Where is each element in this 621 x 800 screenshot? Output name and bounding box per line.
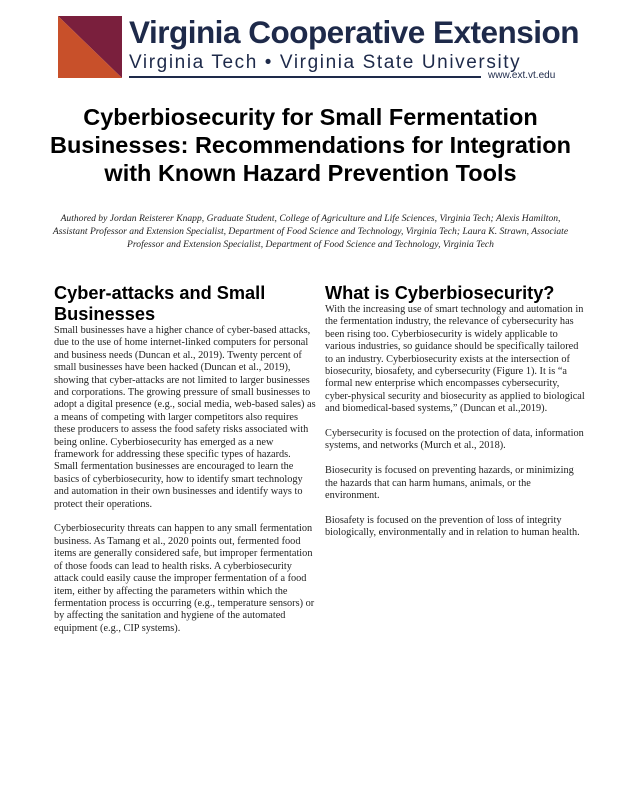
section-heading-what-is-cyberbiosecurity: What is Cyberbiosecurity? <box>325 283 555 303</box>
paragraph: Biosecurity is focused on preventing hazards, or minimizing the hazards that can harm humans, animals, or the environment. <box>325 465 574 502</box>
org-subtitle: Virginia Tech • Virginia State University <box>129 52 522 73</box>
paragraph: Small businesses have a higher chance of cyber-based attacks, due to the use of home internet-linked computers for personal and business needs (Duncan et al., 2019). Twenty percent of small businesses have been hacked (Duncan et al., 2019), showing that cyber-attacks are not limited to larger businesses and corporations. The growing pressure of small businesses to adopt a digital presence (e.g., social media, web-based sales) as a means of competing with larger competitors also requires these producers to assess the food safety risks associated with being online. Cyberbiosecurity has emerged as a new framework for addressing these specific types of hazards. Small fermentation businesses are encouraged to learn the basics of cyberbiosecurity, how to identify smart technology and automation in their own businesses and identify ways to protect their operations. <box>54 325 316 510</box>
paragraph: With the increasing use of smart technology and automation in the fermentation industry, the relevance of cybersecurity has been rising too. Cyberbiosecurity is widely applicable to various industries, so guidance should be specifically tailored to an industry. Cyberbiosecurity exists at the intersection of biosecurity, biosafety, and cybersecurity (Figure 1). It is “a formal new enterprise which encompasses cybersecurity, cyber-physical security and biosecurity as applied to biological and biomedical-based systems,” (Duncan et al.,2019). <box>325 304 585 415</box>
site-url[interactable]: www.ext.vt.edu <box>488 70 556 81</box>
paragraph: Cyberbiosecurity threats can happen to any small fermentation business. As Tamang et al., 2020 points out, fermented food items are generally considered safe, but improper fermentation of those foods can lead to health risks. A cyberbiosecurity attack could easily cause the improper fermentation of a food item, either by affecting the parameters within which the fermentation process is occurring (e.g., temperature sensors) or by affecting the sanitation and hygiene of the automated equipment (e.g., CIP systems). <box>54 523 315 634</box>
left-column <box>54 283 316 648</box>
vce-logo-icon <box>58 16 122 78</box>
paragraph: Biosafety is focused on the prevention of loss of integrity biologically, environmentally and in relation to human health. <box>325 514 580 539</box>
header-divider <box>129 76 481 78</box>
paragraph: Cybersecurity is focused on the protection of data, information systems, and networks (Murch et al., 2018). <box>325 428 584 452</box>
document-title: Cyberbiosecurity for Small Fermentation Businesses: Recommendations for Integration with Known Hazard Prevention Tools <box>49 104 572 186</box>
header <box>0 0 621 90</box>
org-name: Virginia Cooperative Extension <box>129 14 580 50</box>
right-column <box>325 283 587 552</box>
authors: Authored by Jordan Reisterer Knapp, Graduate Student, College of Agriculture and Life Sciences, Virginia Tech; Alexis Hamilton, Assistant Professor and Extension Specialist, Department of Food Science and Technology, Virginia Tech; Laura K. Strawn, Associate Professor and Extension Specialist, Department of Food Science and Technology, Virginia Tech <box>52 213 569 250</box>
section-heading-cyber-attacks: Cyber-attacks and Small Businesses <box>54 283 266 324</box>
